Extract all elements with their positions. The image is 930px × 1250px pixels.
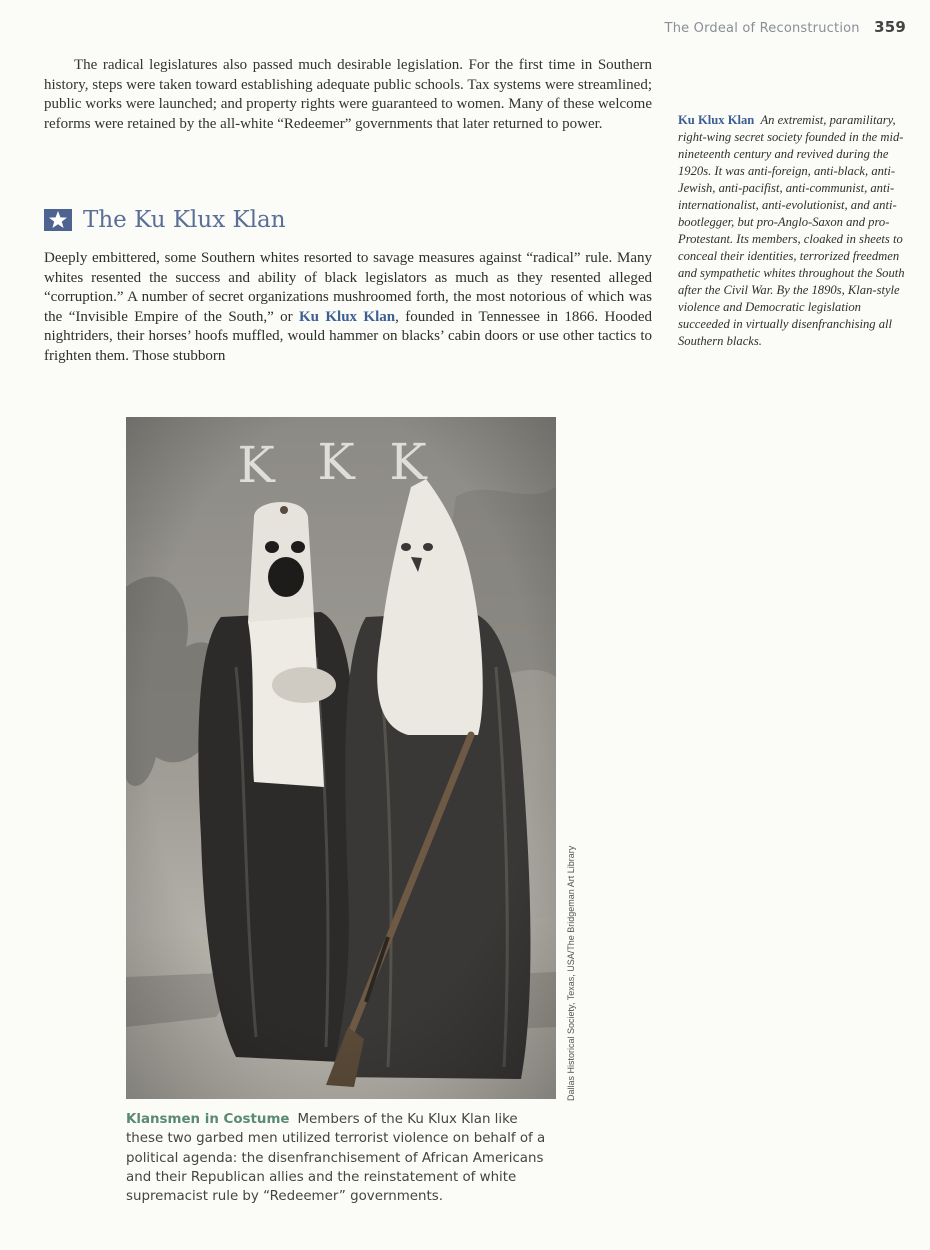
body-text-start: Deeply embittered, some Southern whites resorted to savage measures against “radical” rule. Many whites resented the success and ability of black legislators as much as they resented alleged “corruption.” A number of secret organizations mushroomed forth, the most notorious of which was the “Invisible Empire of the South,” or (44, 250, 652, 325)
photo-credit: Dallas Historical Society, Texas, USA/The Bridgeman Art Library (566, 845, 576, 1101)
body-text-end: , founded in Tennessee in 1866. Hooded nightriders, their horses’ hoofs muffled, would hammer on blacks’ cabin doors or use other tactics to frighten them. Those stubborn (44, 308, 652, 364)
intro-paragraph: The radical legislatures also passed much desirable legislation. For the first time in Southern history, steps were taken toward establishing adequate public schools. Tax systems were streamlined; public works were launched; and property rights were guaranteed to women. Many of these welcome reforms were retained by the all-white “Redeemer” governments that later returned to power. (44, 57, 652, 132)
running-head (665, 18, 906, 36)
caption-text: Members of the Ku Klux Klan like these two garbed men utilized terrorist violence on behalf of a political agenda: the disenfranchisement of African Americans and their Republican allies and the reinstatement of white supremacist rule by “Redeemer” governments. (126, 1112, 546, 1205)
margin-glossary (678, 112, 910, 350)
photo-caption (126, 1110, 556, 1206)
glossary-definition: An extremist, paramilitary, right-wing secret society founded in the mid-nineteenth century and revived during the 1920s. It was anti-foreign, anti-black, anti-Jewish, anti-pacifist, anti-communist, anti-internationalist, anti-evolutionist, and anti-bootlegger, but pro-Anglo-Saxon and pro-Protestant. Its members, cloaked in sheets to conceal their identities, terrorized freedmen and sympathetic whites throughout the South after the Civil War. By the 1890s, Klan-style violence and Democratic legislation succeeded in virtually disenfranchising all Southern blacks. (678, 113, 905, 348)
star-icon (44, 209, 72, 231)
body-paragraph (44, 249, 652, 367)
glossary-term: Ku Klux Klan (678, 113, 755, 127)
key-term-link[interactable]: Ku Klux Klan (298, 308, 396, 325)
section-heading (44, 207, 286, 233)
page-number: 359 (874, 18, 906, 36)
klansmen-photo (126, 417, 556, 1099)
section-heading-text: The Ku Klux Klan (83, 207, 286, 233)
chapter-title: The Ordeal of Reconstruction (664, 21, 860, 36)
caption-title: Klansmen in Costume (126, 1112, 290, 1127)
